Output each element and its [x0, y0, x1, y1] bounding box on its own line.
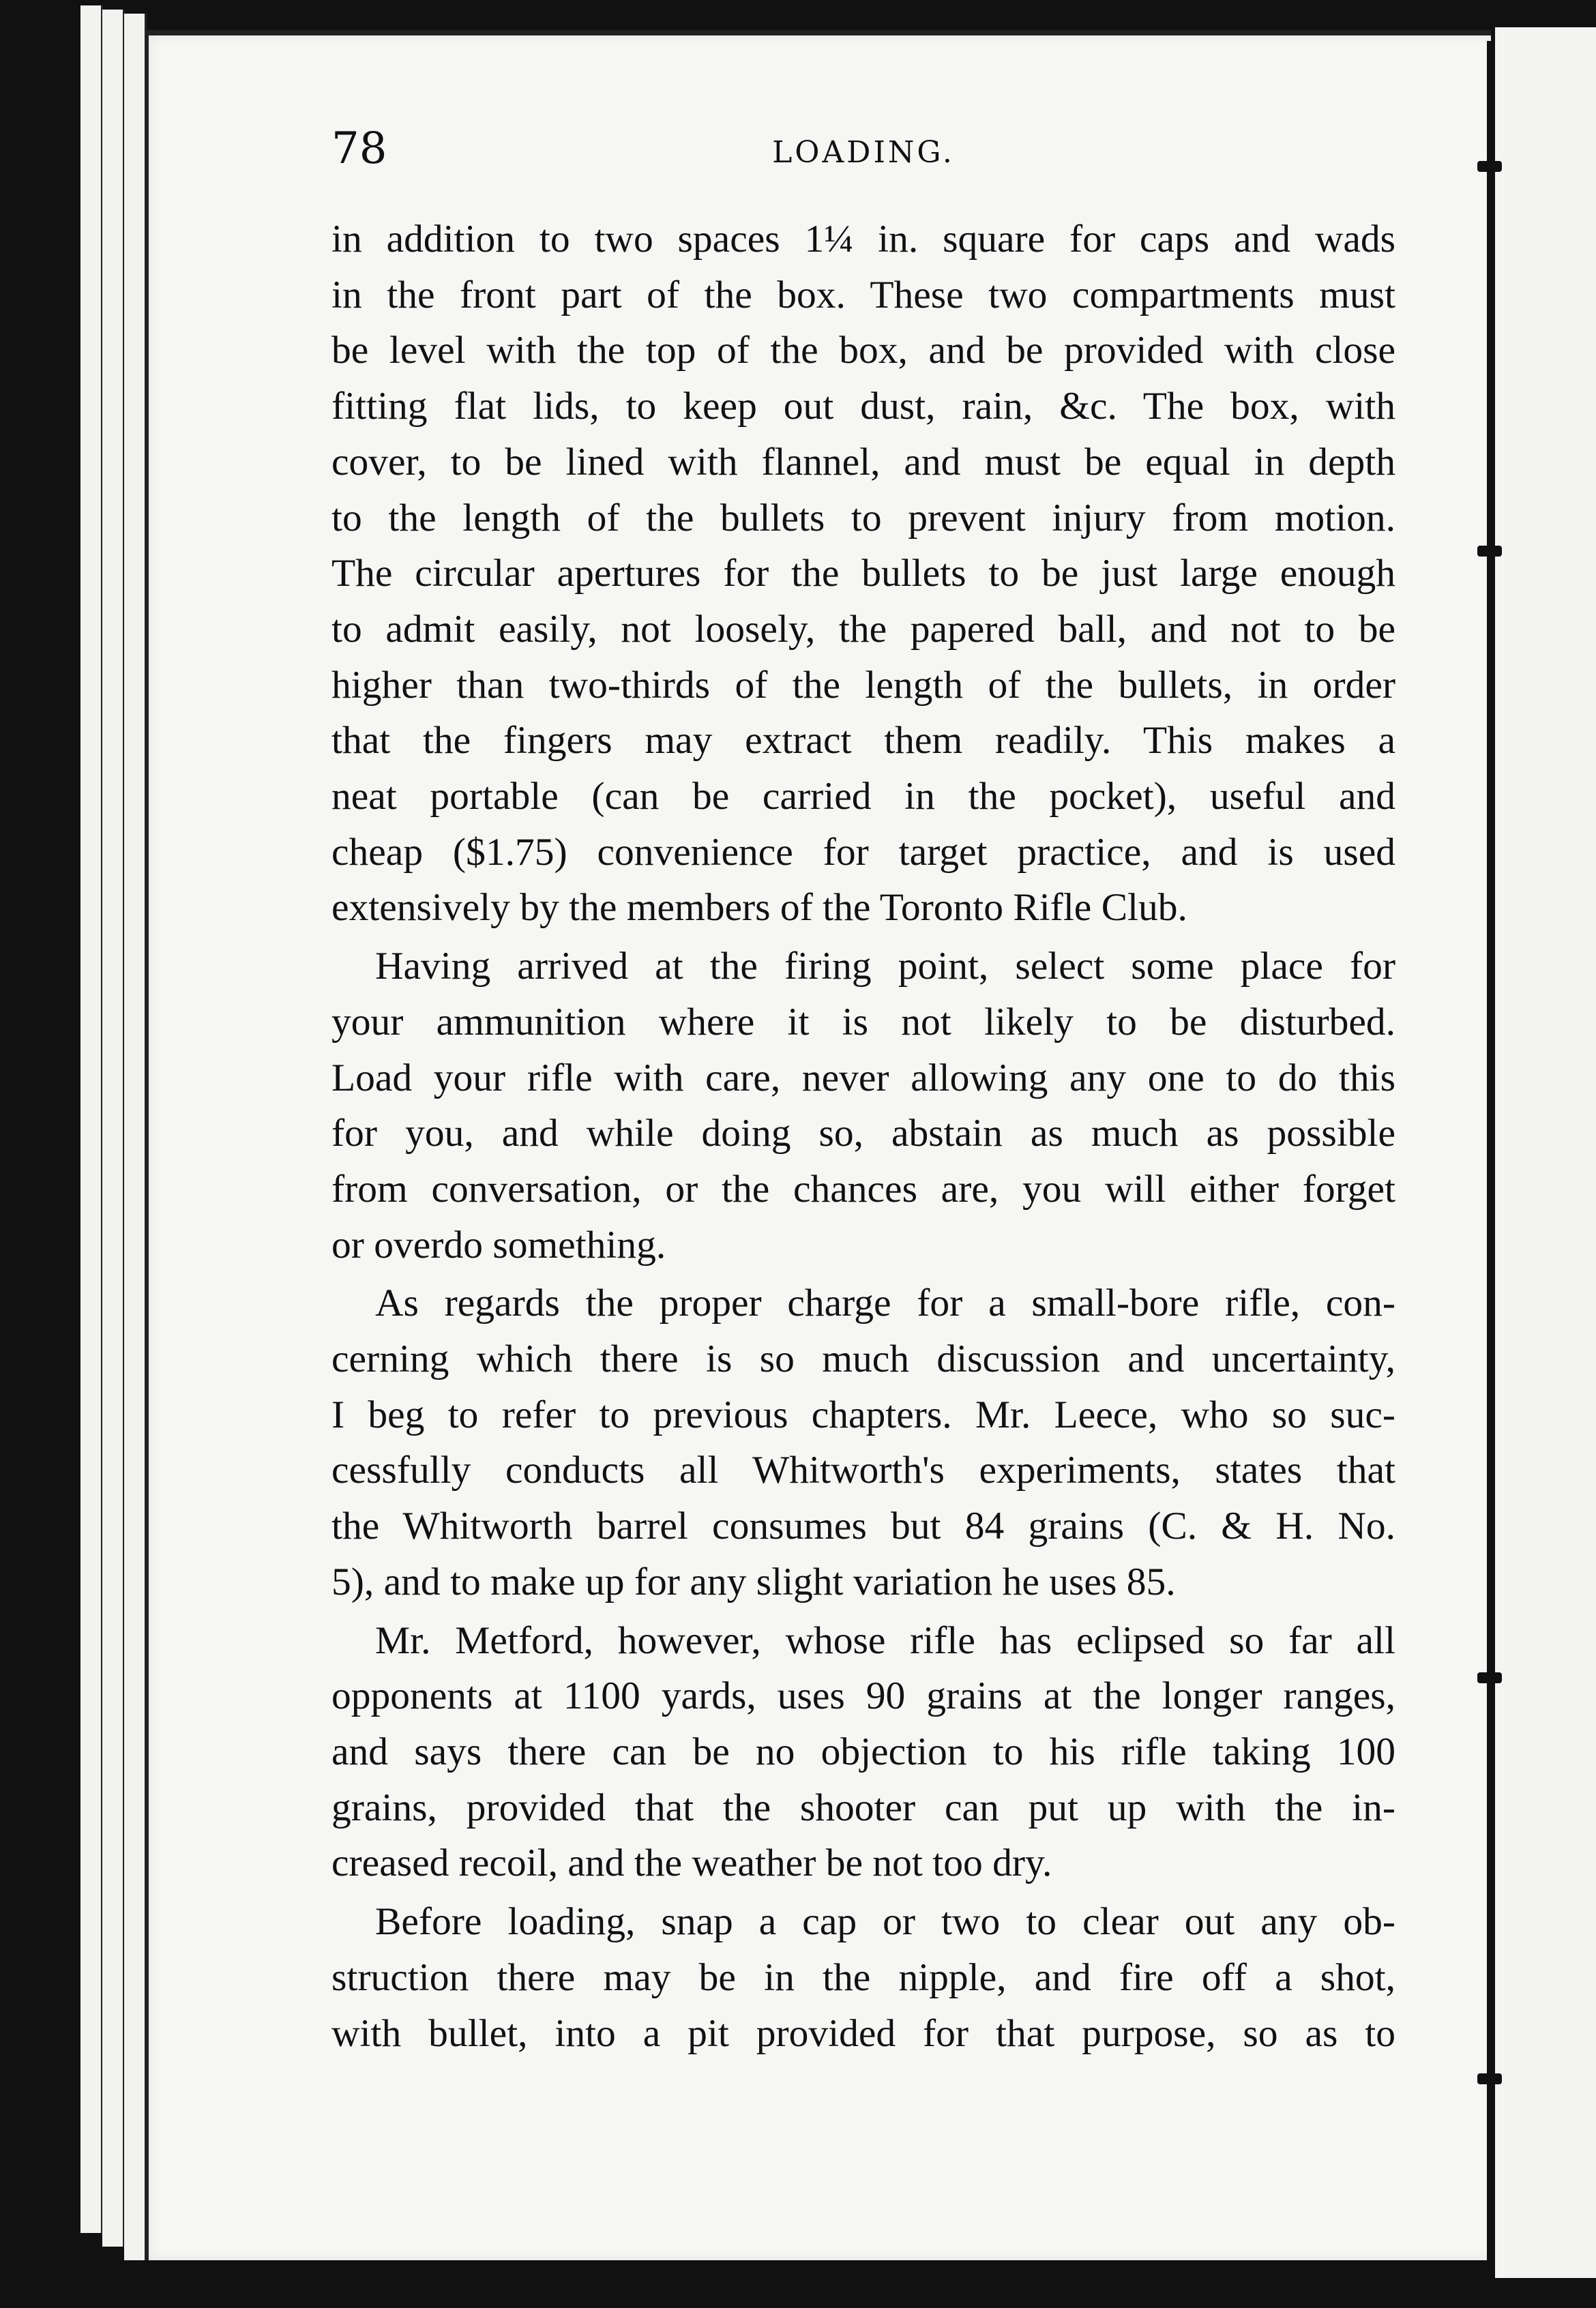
binding-clip: [1477, 161, 1502, 172]
text-line: with bullet, into a pit provided for that purpose, so as to: [331, 2011, 1395, 2055]
text-line: I beg to refer to previous chapters. Mr. Leece, who so suc-: [331, 1393, 1395, 1436]
body-text: [331, 211, 1395, 2064]
binding-clip: [1477, 1672, 1502, 1683]
text-line: cheap ($1.75) convenience for target practice, and is used: [331, 830, 1395, 874]
text-line: or overdo something.: [331, 1223, 666, 1267]
text-line: extensively by the members of the Toronto Rifle Club.: [331, 886, 1187, 930]
text-line: for you, and while doing so, abstain as much as possible: [331, 1112, 1395, 1155]
text-line: your ammunition where it is not likely to be disturbed.: [331, 1000, 1395, 1044]
text-line: The circular apertures for the bullets to be just large enough: [331, 552, 1395, 595]
paragraph: [331, 1613, 1395, 1892]
text-line: Having arrived at the firing point, select some place for: [375, 945, 1395, 988]
binding-clip: [1477, 2073, 1502, 2084]
text-line: to admit easily, not loosely, the papered ball, and not to be: [331, 607, 1395, 651]
text-line: opponents at 1100 yards, uses 90 grains at the longer ranges,: [331, 1674, 1395, 1718]
paragraph: [331, 211, 1395, 936]
text-line: grains, provided that the shooter can put up with the in-: [331, 1786, 1395, 1829]
page-edge: [102, 10, 125, 2247]
text-line: struction there may be in the nipple, and fire off a shot,: [331, 1955, 1395, 1999]
text-line: that the fingers may extract them readily. This makes a: [331, 719, 1395, 763]
text-line: creased recoil, and the weather be not too dry.: [331, 1841, 1052, 1885]
binding-line: [1487, 41, 1492, 2264]
page-edge: [124, 14, 147, 2260]
paragraph: [331, 1275, 1395, 1610]
text-line: be level with the top of the box, and be provided with close: [331, 329, 1395, 372]
text-line: higher than two-thirds of the length of the bullets, in order: [331, 663, 1395, 707]
text-line: 5), and to make up for any slight variation he uses 85.: [331, 1560, 1176, 1603]
text-line: and says there can be no objection to his rifle taking 100: [331, 1730, 1395, 1773]
paragraph: [331, 938, 1395, 1273]
facing-page-edge: [1491, 27, 1596, 2278]
text-line: Load your rifle with care, never allowing any one to do this: [331, 1056, 1395, 1099]
text-line: in the front part of the box. These two compartments must: [331, 273, 1395, 316]
page-number: 78: [331, 123, 387, 174]
text-line: cessfully conducts all Whitworth's experiments, states that: [331, 1449, 1395, 1492]
text-line: As regards the proper charge for a small-bore rifle, con-: [375, 1282, 1395, 1325]
text-line: fitting flat lids, to keep out dust, rain, &c. The box, with: [331, 385, 1395, 428]
text-line: Mr. Metford, however, whose rifle has eclipsed so far all: [375, 1618, 1395, 1662]
running-head: [331, 121, 1395, 176]
text-line: the Whitworth barrel consumes but 84 grains (C. & H. No.: [331, 1505, 1395, 1548]
text-line: cerning which there is so much discussion and uncertainty,: [331, 1337, 1395, 1381]
paragraph: [331, 1894, 1395, 2061]
page-top-edge: [146, 30, 1496, 35]
running-head-title: LOADING.: [772, 135, 955, 170]
text-line: neat portable (can be carried in the pocket), useful and: [331, 775, 1395, 818]
text-line: to the length of the bullets to prevent injury from motion.: [331, 496, 1395, 539]
text-line: Before loading, snap a cap or two to clear out any ob-: [375, 1900, 1395, 1944]
binding-clip: [1477, 546, 1502, 557]
text-line: in addition to two spaces 1¼ in. square for caps and wads: [331, 218, 1395, 261]
text-line: cover, to be lined with flannel, and must be equal in depth: [331, 440, 1395, 484]
page-edge: [80, 5, 103, 2233]
text-line: from conversation, or the chances are, you will either forget: [331, 1167, 1395, 1211]
